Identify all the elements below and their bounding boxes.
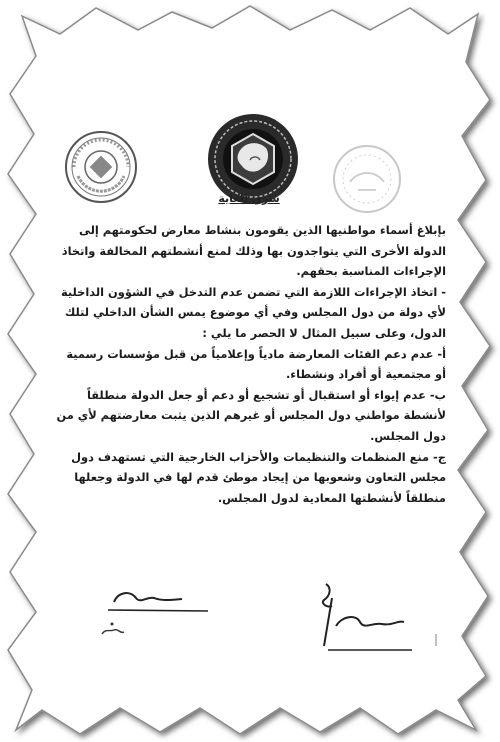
faded-stamp-icon xyxy=(330,142,404,216)
paragraph-item-c: ج- منع المنظمات والتنظيمات والأحزاب الخارجية التي تستهدف دول مجلس التعاون وشعوبها من إيجاد موطئ قدم لها في الدولة وجعلها منطلقاً لأنشطتها المعادية لدول المجلس. xyxy=(71,449,446,505)
classification-label: سري للغاية xyxy=(218,192,280,205)
document-page xyxy=(44,60,456,700)
signature-right-icon xyxy=(280,576,450,656)
paragraph-item-b: ب- عدم إيواء أو استقبال أو تشجيع أو دعم أو جعل الدولة منطلقاً لأنشطة مواطني دول المجلس أو غيرهم الذين يثبت معارضتهم لأي من دول المجلس. xyxy=(56,387,446,443)
paragraph-non-interference: - اتخاذ الإجراءات اللازمة التي تضمن عدم التدخل في الشؤون الداخلية لأي دولة من دول المجلس وفي أي موضوع يمس الشأن الداخلي لتلك الدول، وعلى سبيل المثال لا الحصر ما يلي : xyxy=(60,284,446,340)
emiri-diwan-seal-icon xyxy=(64,130,138,204)
paragraph-intro: بإبلاغ أسماء مواطنيها الذين يقومون بنشاط معارض لحكومتهم إلى الدولة الأخرى التي يتواجدون بها وذلك لمنع أنشطتهم المخالفة واتخاذ الإجراءات المناسبة بحقهم. xyxy=(61,223,446,279)
document-body xyxy=(56,220,446,508)
signature-left-icon xyxy=(88,574,218,644)
paragraph-item-a: أ- عدم دعم الفئات المعارضة مادياً وإعلامياً من قبل مؤسسات رسمية أو مجتمعية أو أفراد ونشطاء. xyxy=(66,346,446,382)
